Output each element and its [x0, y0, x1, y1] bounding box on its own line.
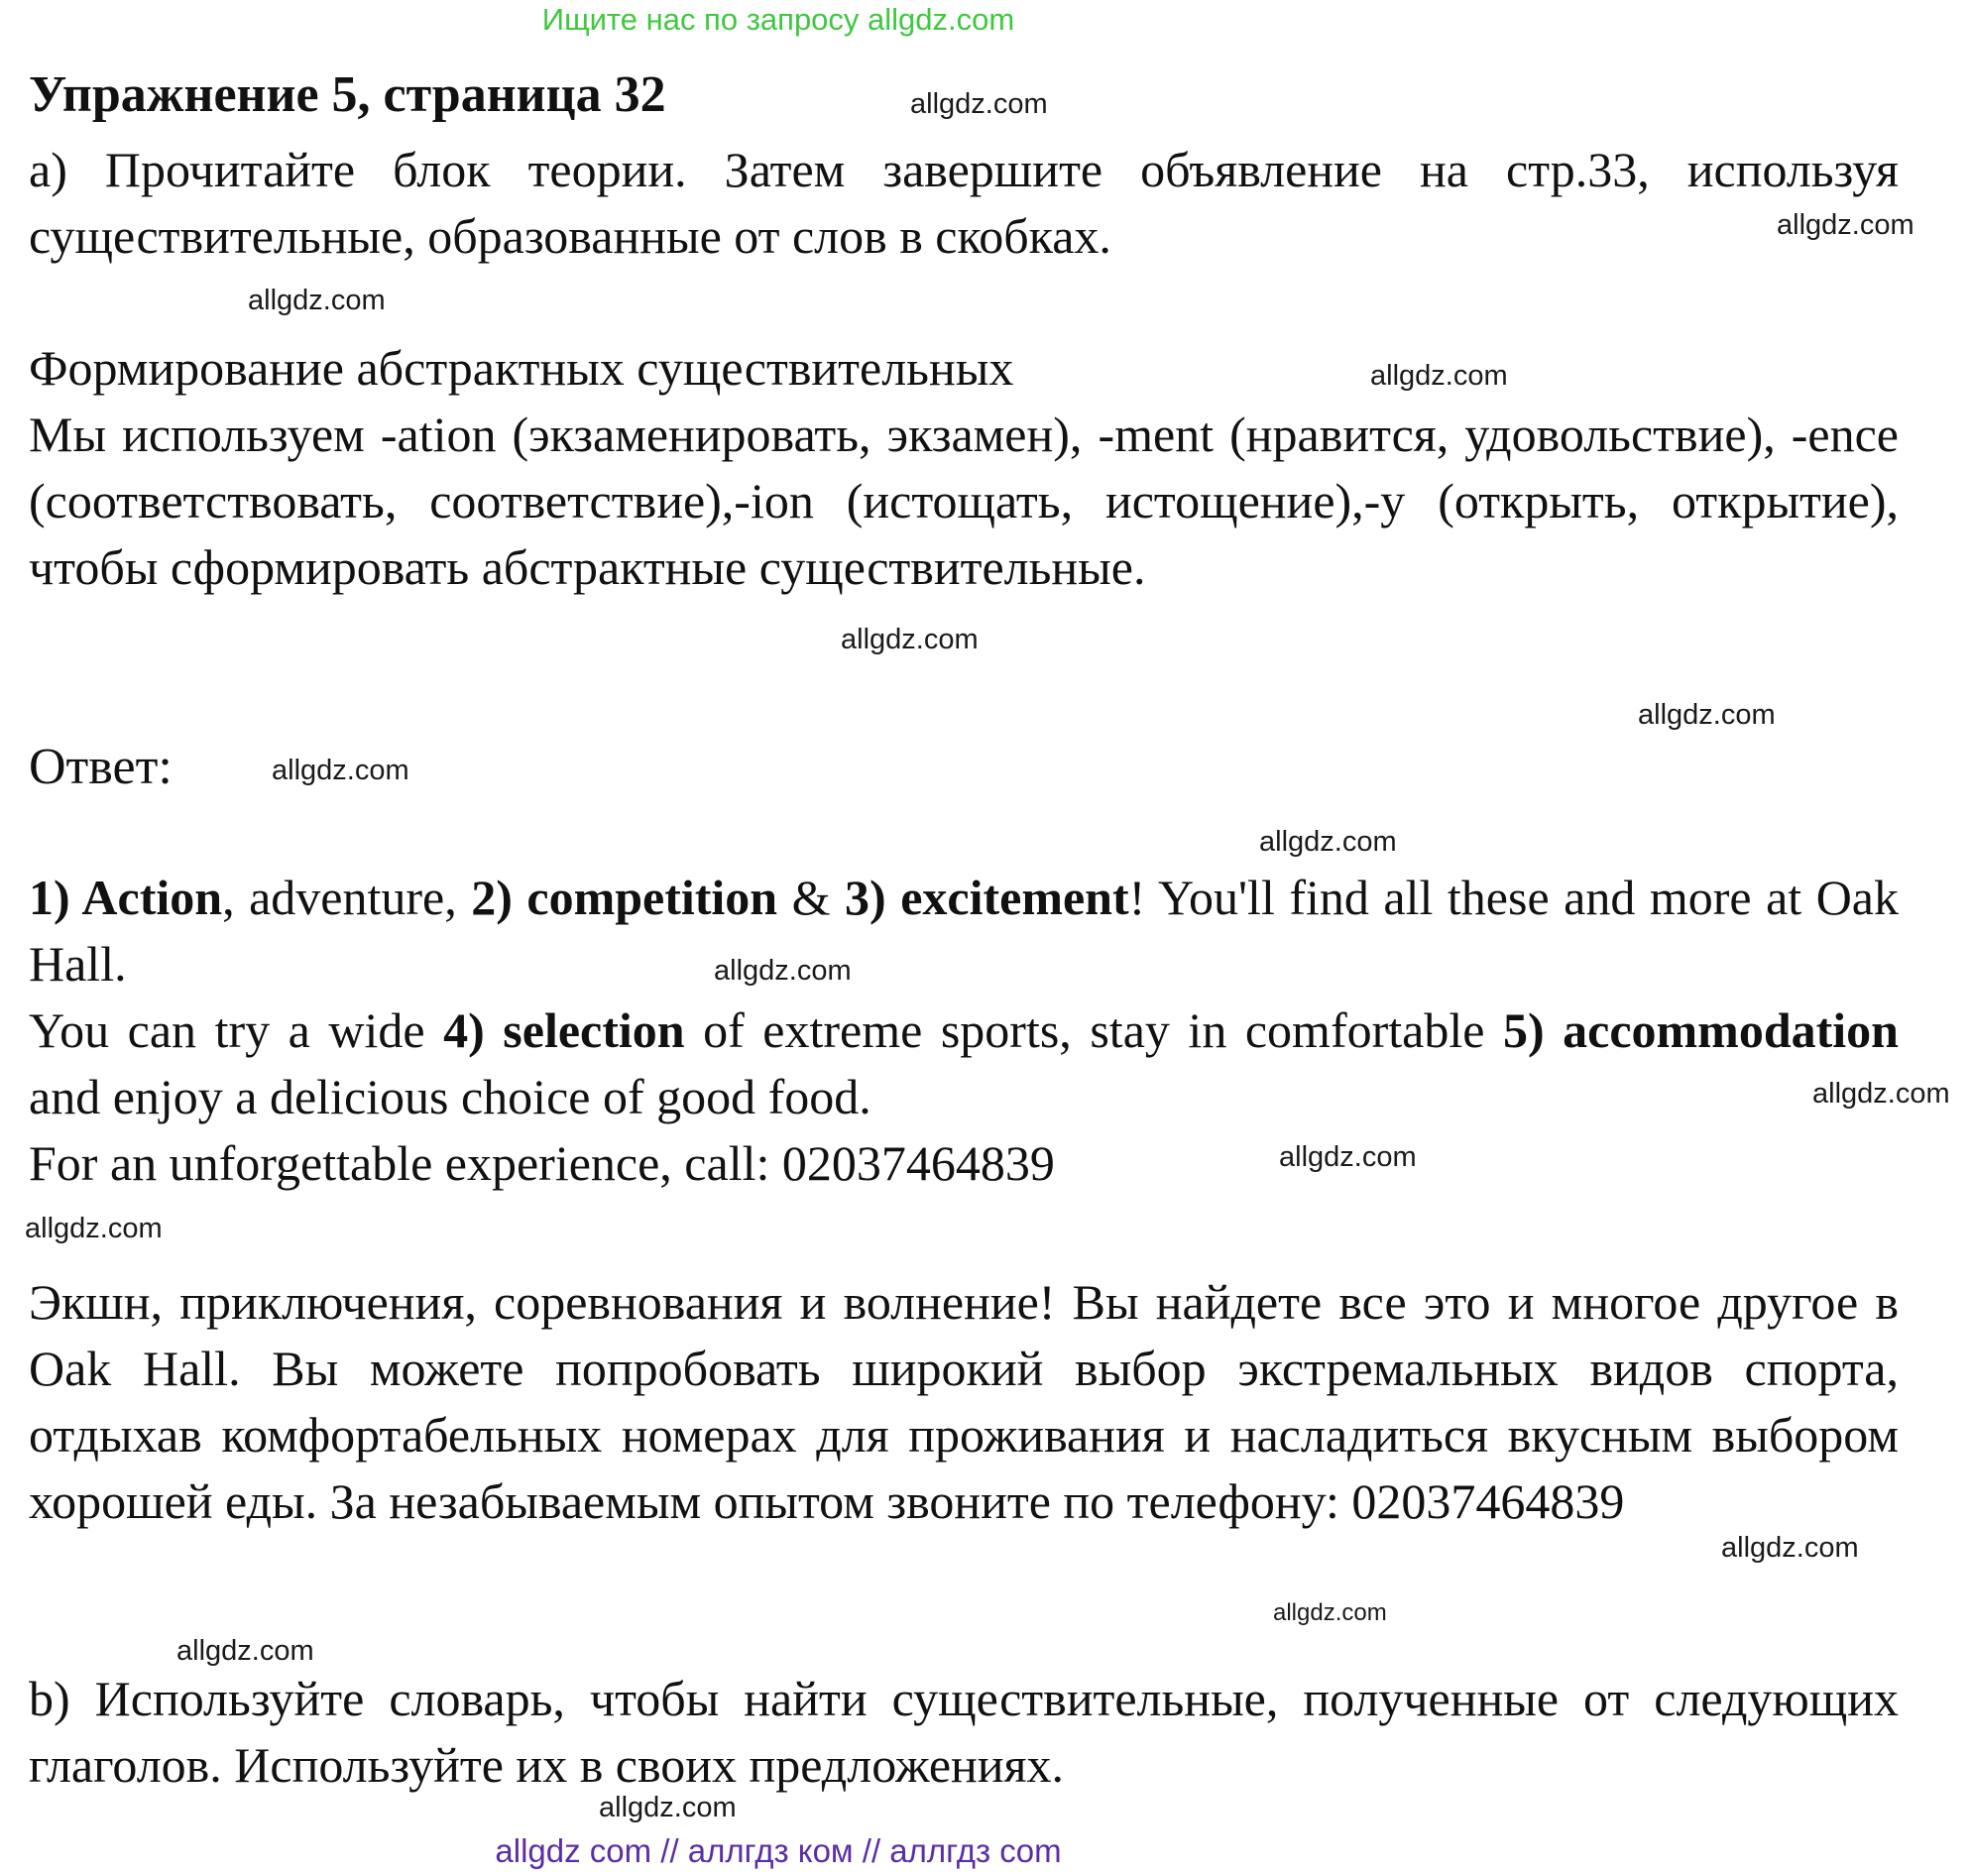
answer-word-2: 2) competition: [471, 870, 778, 925]
watermark: allgdz.com: [1370, 360, 1508, 392]
answer-paragraph-2: [29, 997, 1899, 1130]
watermark: allgdz.com: [714, 955, 852, 987]
answer-label: Ответ:: [29, 739, 173, 795]
exercise-title: Упражнение 5, страница 32: [29, 66, 666, 123]
answer-text: , adventure,: [222, 870, 472, 925]
translation-text: Экшн, приключения, соревнования и волнение! Вы найдете все это и многое другое в Oak Hall. Вы можете попробовать широкий выбор экстремальных видов спорта, отдыхав комфортабельных номерах для проживания и насладиться вкусным выбором хорошей еды. За незабываемым опытом звоните по телефону: 02037464839: [29, 1274, 1899, 1529]
watermark: allgdz.com: [1638, 699, 1776, 731]
answer-text: You can try a wide: [29, 1002, 444, 1058]
answer-paragraph-1: [29, 865, 1899, 997]
watermark: allgdz.com: [1279, 1141, 1417, 1173]
footer-links: allgdz com // аллгдз ком // аллгдз com: [495, 1832, 1062, 1869]
answer-word-1: 1) Action: [29, 870, 223, 925]
watermark: allgdz.com: [25, 1213, 163, 1244]
watermark: allgdz.com: [1812, 1078, 1950, 1110]
answer-paragraph-3: For an unforgettable experience, call: 02037464839: [29, 1135, 1055, 1191]
watermark: allgdz.com: [272, 755, 409, 786]
theory-heading: Формирование абстрактных существительных: [29, 340, 1014, 396]
watermark: allgdz.com: [248, 285, 386, 316]
task-b-text: b) Используйте словарь, чтобы найти существительные, полученные от следующих глаголов. Используйте их в своих предложениях.: [29, 1671, 1899, 1793]
watermark: allgdz.com: [1259, 826, 1397, 858]
answer-text: ! You'll find all these and more at Oak Hall.: [29, 870, 1899, 992]
answer-text: of extreme sports, stay in comfortable: [684, 1002, 1503, 1058]
watermark: allgdz.com: [1273, 1599, 1387, 1626]
task-a-text: a) Прочитайте блок теории. Затем завершите объявление на стр.33, используя существительные, образованные от слов в скобках.: [29, 142, 1899, 264]
answer-word-4: 4) selection: [443, 1002, 685, 1058]
watermark: allgdz.com: [176, 1635, 314, 1667]
watermark: allgdz.com: [599, 1792, 737, 1823]
search-banner: Ищите нас по запросу allgdz.com: [541, 2, 1015, 37]
answer-text: and enjoy a delicious choice of good food.: [29, 1069, 871, 1124]
watermark: allgdz.com: [841, 624, 979, 655]
watermark: allgdz.com: [1777, 209, 1914, 241]
watermark: allgdz.com: [910, 88, 1048, 120]
answer-word-5: 5) accommodation: [1502, 1002, 1899, 1058]
theory-text: Мы используем -ation (экзаменировать, экзамен), -ment (нравится, удовольствие), -ence (соответствовать, соответствие),-ion (истощать, истощение),-y (открыть, открытие), чтобы сформировать абстрактные существительные.: [29, 407, 1899, 595]
answer-word-3: 3) excitement: [845, 870, 1129, 925]
watermark: allgdz.com: [1721, 1532, 1859, 1564]
answer-text: &: [777, 870, 846, 925]
